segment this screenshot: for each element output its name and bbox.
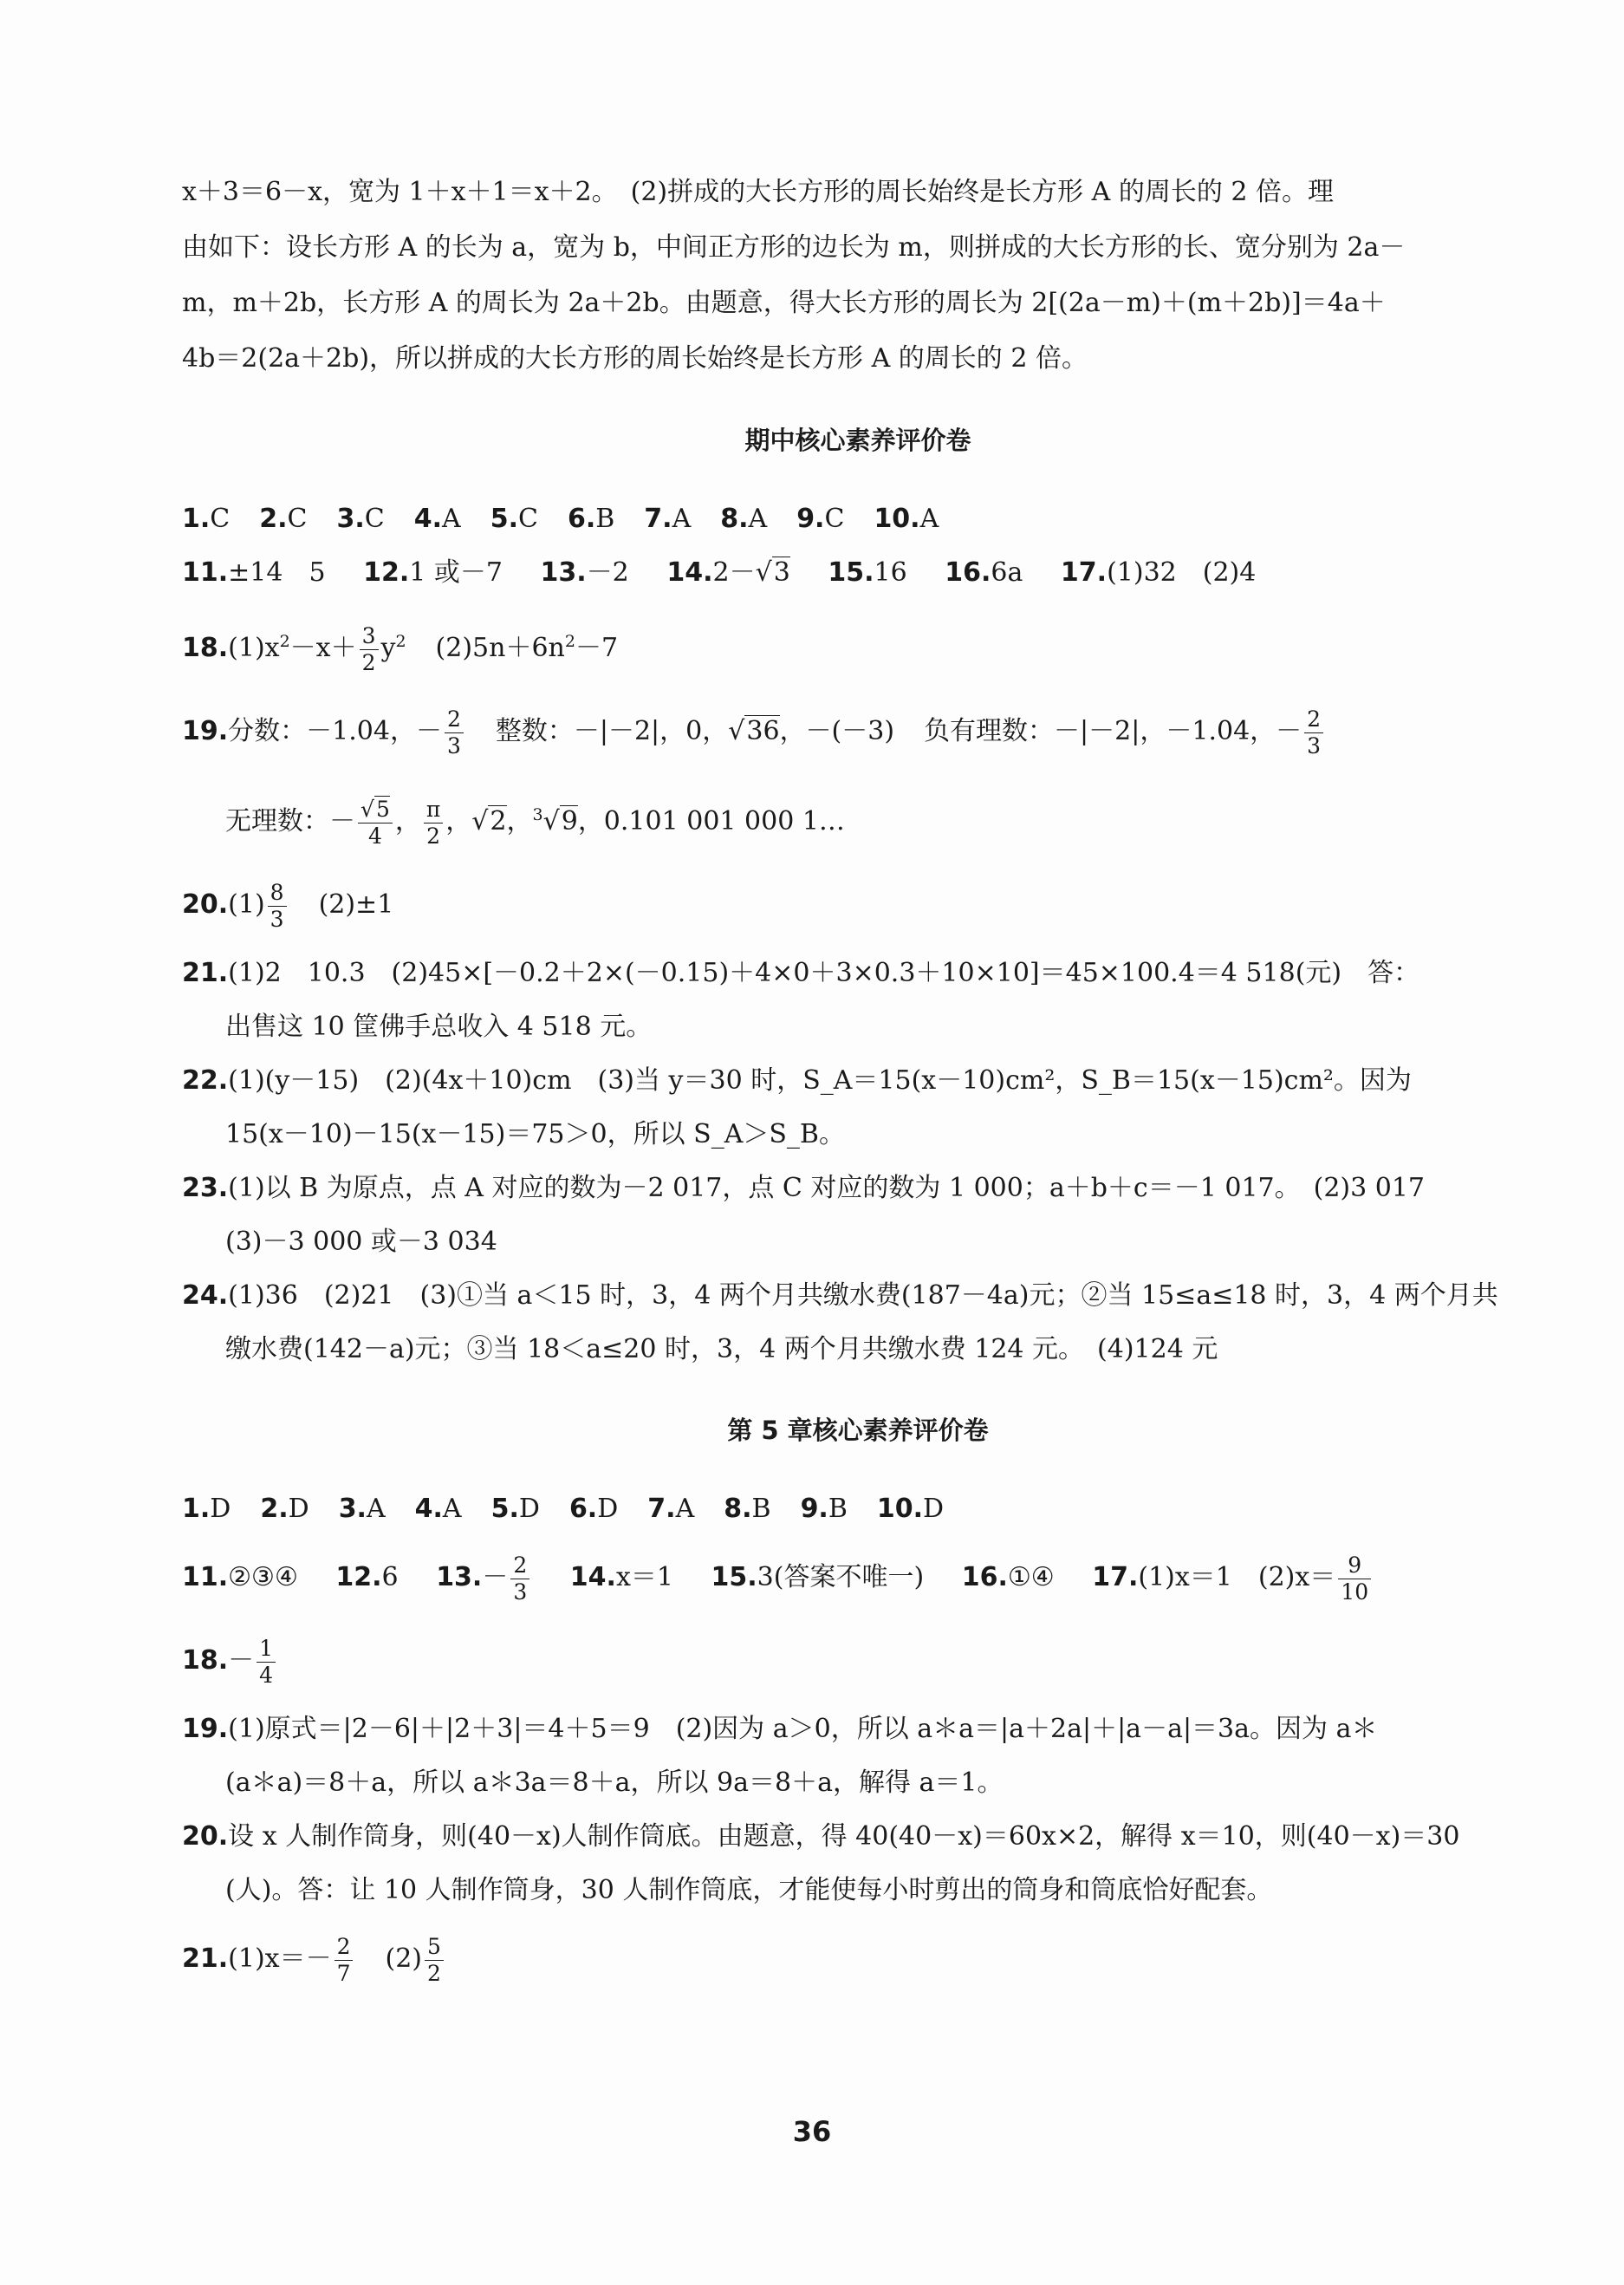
midterm-q23-line1 — [182, 1162, 1534, 1215]
midterm-q24-line1 — [182, 1269, 1534, 1323]
comma: ， — [445, 806, 472, 837]
q-number: 21. — [182, 1943, 229, 1974]
midterm-q22-line2: 15(x－10)－15(x－15)＝75＞0，所以 S_A＞S_B。 — [225, 1119, 845, 1149]
q-number: 18. — [182, 633, 229, 663]
choice-answer: B — [828, 1494, 848, 1524]
answer: 3(答案不唯一) — [757, 1562, 925, 1592]
intro-line-2: 由如下：设长方形 A 的长为 a，宽为 b，中间正方形的边长为 m，则拼成的大长方形的长、宽分别为 2a－ — [182, 232, 1406, 263]
choice-answer: B — [751, 1494, 771, 1524]
choice-answer: A — [675, 1494, 695, 1524]
q-number: 15. — [711, 1562, 757, 1592]
expr: (1) — [228, 889, 265, 920]
q-number: 19. — [182, 716, 229, 746]
ch5-q20-line2: (人)。答：让 10 人制作筒身，30 人制作筒底，才能使每小时剪出的筒身和筒底恰好配套。 — [225, 1875, 1273, 1905]
choice-answer: C — [210, 504, 231, 534]
midterm-title: 期中核心素养评价卷 — [744, 426, 971, 455]
q-number: 20. — [182, 1821, 229, 1852]
choice-answer: D — [597, 1494, 619, 1524]
q-number: 4. — [414, 1494, 443, 1524]
fraction: $\frac{5}{2}$ — [425, 1934, 444, 1987]
sqrt-sign: √ — [542, 806, 560, 837]
expr: (1)x＝－ — [228, 1943, 332, 1974]
choice-answer: A — [672, 504, 692, 534]
q-number: 9. — [796, 504, 825, 534]
expr: y — [380, 633, 396, 663]
fraction: $\frac{8}{3}$ — [268, 880, 287, 933]
answer: 2－ — [712, 557, 756, 588]
fraction: $\frac{√5}{4}$ — [358, 797, 393, 850]
midterm-q21-line1 — [182, 947, 1534, 1000]
radicand: 2 — [490, 806, 507, 837]
answer: 6a — [991, 557, 1023, 588]
choice-answer: C — [364, 504, 385, 534]
choice-answer: D — [923, 1494, 945, 1524]
q-number: 10. — [874, 504, 920, 534]
q-number: 17. — [1092, 1562, 1139, 1592]
q-number: 2. — [260, 1494, 289, 1524]
answer-text: (1)原式＝|2－6|＋|2＋3|＝4＋5＝9 (2)因为 a＞0，所以 a＊a＝|a＋2a|＋|a－a|＝3a。因为 a＊ — [228, 1714, 1378, 1744]
ch5-choice-row — [182, 1482, 1534, 1536]
ch5-q19-line1 — [182, 1702, 1534, 1756]
fraction: $\frac{2}{3}$ — [1304, 706, 1323, 759]
intro-line-3: m，m＋2b，长方形 A 的周长为 2a＋2b。由题意，得大长方形的周长为 2[(2a－m)＋(m＋2b)]＝4a＋ — [182, 288, 1386, 318]
exponent: 2 — [279, 632, 290, 651]
answer: x＝1 — [615, 1562, 673, 1592]
midterm-q19-line2 — [182, 773, 1534, 863]
choice-answer: D — [518, 1494, 540, 1524]
choice-answer: A — [366, 1494, 386, 1524]
ch5-q20-line1 — [182, 1810, 1534, 1864]
fraction: $\frac{1}{4}$ — [257, 1636, 276, 1689]
expr: (2) — [385, 1943, 422, 1974]
q-number: 20. — [182, 889, 229, 920]
choice-answer: C — [517, 504, 538, 534]
comma: ， — [394, 806, 421, 837]
q-number: 21. — [182, 958, 229, 988]
q-number: 2. — [259, 504, 288, 534]
q-number: 9. — [800, 1494, 828, 1524]
q-number: 5. — [490, 1494, 519, 1524]
radicand: 9 — [561, 806, 578, 837]
integer-set: 整数：－|－2|，0， — [495, 716, 729, 746]
q-number: 6. — [568, 1494, 598, 1524]
q-number: 19. — [182, 1714, 229, 1744]
q-number: 24. — [182, 1280, 229, 1311]
sqrt-sign: √ — [755, 557, 772, 588]
answer: (1)x＝1 (2)x＝ — [1138, 1562, 1336, 1592]
expr: (1)x — [228, 633, 280, 663]
q-number: 8. — [720, 504, 749, 534]
integer-set-rest: ，－(－3) — [779, 716, 895, 746]
midterm-q18 — [182, 600, 1534, 690]
radicand: 36 — [746, 716, 780, 746]
choice-answer: B — [595, 504, 615, 534]
q-number: 12. — [363, 557, 410, 588]
ch5-q21 — [182, 1917, 1534, 2001]
page-number: 36 — [792, 2115, 832, 2148]
midterm-q19-line1 — [182, 690, 1534, 773]
q-number: 17. — [1060, 557, 1108, 588]
expr: －x＋ — [289, 633, 357, 663]
q-number: 6. — [567, 504, 596, 534]
fraction: $\frac{9}{10}$ — [1338, 1553, 1371, 1605]
answer: ①④ — [1007, 1562, 1055, 1592]
choice-answer: A — [442, 1494, 462, 1524]
q-number: 13. — [436, 1562, 483, 1592]
choice-answer: A — [748, 504, 768, 534]
midterm-q21-line2: 出售这 10 筐佛手总收入 4 518 元。 — [225, 1012, 653, 1042]
choice-answer: A — [442, 504, 461, 534]
intro-line-1: x＋3＝6－x，宽为 1＋x＋1＝x＋2。 (2)拼成的大长方形的周长始终是长方形 A 的周长的 2 倍。理 — [182, 177, 1335, 207]
fraction: $\frac{2}{3}$ — [445, 706, 464, 759]
expr: (2)±1 — [318, 889, 394, 920]
q-number: 22. — [182, 1065, 229, 1096]
choice-answer: C — [824, 504, 845, 534]
answer: 6 — [381, 1562, 399, 1592]
radicand: 3 — [773, 557, 790, 588]
answer: － — [482, 1562, 509, 1592]
q-number: 5. — [490, 504, 518, 534]
answer: (1)32 (2)4 — [1107, 557, 1257, 588]
q-number: 3. — [338, 1494, 367, 1524]
midterm-q24-line2: 缴水费(142－a)元；③当 18＜a≤20 时，3，4 两个月共缴水费 124 元。 (4)124 元 — [225, 1334, 1218, 1364]
q-number: 11. — [182, 557, 229, 588]
answer: － — [228, 1645, 255, 1676]
answer-text: (1)2 10.3 (2)45×[－0.2＋2×(－0.15)＋4×0＋3×0.3＋10×10]＝45×100.4＝4 518(元) 答： — [228, 958, 1420, 988]
comma: ， — [506, 806, 533, 837]
answer: 16 — [874, 557, 907, 588]
ch5-fill-row — [182, 1536, 1534, 1619]
answer-text: (1)(y－15) (2)(4x＋10)cm (3)当 y＝30 时，S_A＝15(x－10)cm²，S_B＝15(x－15)cm²。因为 — [228, 1065, 1412, 1096]
q-number: 14. — [569, 1562, 616, 1592]
midterm-choice-row — [182, 492, 1534, 546]
q-number: 16. — [961, 1562, 1008, 1592]
q-number: 7. — [647, 1494, 676, 1524]
answer-content — [182, 165, 1534, 2001]
fraction: $\frac{2}{7}$ — [335, 1934, 354, 1987]
q-number: 1. — [182, 1494, 211, 1524]
fraction: $\frac{\pi}{2}$ — [424, 797, 443, 850]
answer: ②③④ — [228, 1562, 298, 1592]
answer-text: (1)36 (2)21 (3)①当 a＜15 时，3，4 两个月共缴水费(187－4a)元；②当 15≤a≤18 时，3，4 两个月共 — [228, 1280, 1498, 1311]
midterm-fill-row — [182, 546, 1534, 600]
q-number: 1. — [182, 504, 211, 534]
q-number: 7. — [644, 504, 672, 534]
midterm-q22-line1 — [182, 1054, 1534, 1108]
q-number: 8. — [724, 1494, 752, 1524]
answer: ±14 5 — [228, 557, 326, 588]
q-number: 15. — [828, 557, 874, 588]
answer-text: (1)以 B 为原点，点 A 对应的数为－2 017，点 C 对应的数为 1 000；a＋b＋c＝－1 017。 (2)3 017 — [228, 1173, 1425, 1203]
sqrt-sign: √ — [728, 716, 745, 746]
irrational-set: 无理数：－ — [225, 806, 355, 837]
choice-answer: C — [287, 504, 308, 534]
choice-answer: D — [288, 1494, 309, 1524]
root-index: 3 — [532, 805, 543, 824]
midterm-q23-line2: (3)－3 000 或－3 034 — [225, 1227, 497, 1257]
fraction: $\frac{3}{2}$ — [360, 623, 379, 676]
answer-text: 设 x 人制作筒身，则(40－x)人制作筒底。由题意，得 40(40－x)＝60x×2，解得 x＝10，则(40－x)＝30 — [228, 1821, 1460, 1852]
choice-answer: A — [919, 504, 939, 534]
ch5-q19-line2: (a＊a)＝8＋a，所以 a＊3a＝8＋a，所以 9a＝8＋a，解得 a＝1。 — [225, 1767, 1004, 1798]
fraction: $\frac{2}{3}$ — [510, 1553, 529, 1605]
q-number: 12. — [335, 1562, 382, 1592]
answer: －2 — [586, 557, 629, 588]
answer: 1 或－7 — [409, 557, 503, 588]
q-number: 16. — [945, 557, 991, 588]
intro-line-4: 4b＝2(2a＋2b)，所以拼成的大长方形的周长始终是长方形 A 的周长的 2 倍。 — [182, 343, 1088, 374]
irrational-set-rest: ，0.101 001 000 1… — [577, 806, 845, 837]
midterm-q20 — [182, 863, 1534, 947]
q-number: 18. — [182, 1645, 229, 1676]
q-number: 23. — [182, 1173, 229, 1203]
q-number: 13. — [540, 557, 587, 588]
sqrt-sign: √ — [471, 806, 489, 837]
q-number: 10. — [876, 1494, 924, 1524]
exponent: 2 — [564, 632, 575, 651]
q-number: 4. — [413, 504, 443, 534]
choice-answer: D — [210, 1494, 231, 1524]
q-number: 14. — [666, 557, 713, 588]
expr: (2)5n＋6n — [435, 633, 565, 663]
exponent: 2 — [395, 632, 406, 651]
q-number: 11. — [182, 1562, 229, 1592]
fraction-set: 分数：－1.04，－ — [228, 716, 442, 746]
ch5-title: 第 5 章核心素养评价卷 — [727, 1416, 989, 1445]
ch5-q18 — [182, 1619, 1534, 1702]
negative-rational-set: 负有理数：－|－2|，－1.04，－ — [924, 716, 1302, 746]
expr: －7 — [575, 633, 619, 663]
q-number: 3. — [336, 504, 365, 534]
